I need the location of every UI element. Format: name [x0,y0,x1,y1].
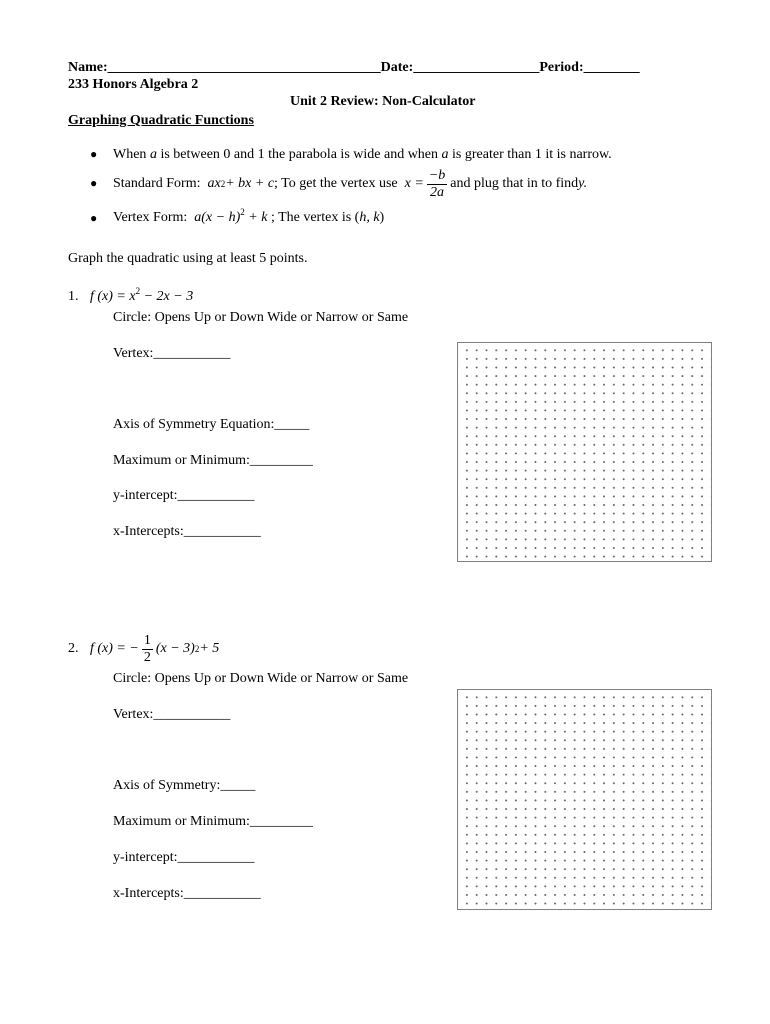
bullet-vertex-form: Vertex Form: $a(x - h)^2 + k$ ; The vertex is (h, k) [113,207,385,225]
problem-1-function: f $(x) = x^2 - 2x - 3$ [90,286,194,304]
problem-1-graph-grid[interactable] [457,342,712,562]
page-title: Unit 2 Review: Non-Calculator [290,94,476,109]
bullet-dot-icon: ● [90,211,98,225]
problem-1-yint-field[interactable]: y-intercept:___________ [113,488,255,503]
problem-1-axis-field[interactable]: Axis of Symmetry Equation:_____ [113,417,310,432]
bullet-dot-icon: ● [90,176,98,190]
problem-1-number: 1. [68,289,79,304]
name-label: Name: [68,60,108,75]
problem-1-xint-field[interactable]: x-Intercepts:___________ [113,524,261,539]
course-name: 233 Honors Algebra 2 [68,77,199,92]
problem-1-vertex-field[interactable]: Vertex:___________ [113,346,231,361]
problem-2-circle-choices[interactable]: Circle: Opens Up or Down Wide or Narrow or Same [113,671,409,686]
problem-2-yint-field[interactable]: y-intercept:___________ [113,850,255,865]
period-label: Period: [539,60,584,75]
problem-1-maxmin-field[interactable]: Maximum or Minimum:_________ [113,453,313,468]
bullet-dot-icon: ● [90,147,98,161]
period-field[interactable]: ________ [583,60,640,75]
problem-2-graph-grid[interactable] [457,689,712,910]
problem-2-fraction: $\frac{1}{2}$ [143,632,151,665]
problem-1-circle-choices[interactable]: Circle: Opens Up or Down Wide or Narrow or Same [113,310,409,325]
problem-2-function: f (x) = − $\frac{1}{2}$ (x − 3) 2 + 5 [90,632,220,665]
instruction-text: Graph the quadratic using at least 5 points. [68,251,308,266]
bullet-standard-form: Standard Form: ax 2 + bx + c ; To get the vertex use x = $\frac{-b}{2a}$ and plug that in to find y. [113,167,588,200]
name-field[interactable]: _______________________________________ [107,60,381,75]
problem-2-number: 2. [68,641,79,656]
problem-2-axis-field[interactable]: Axis of Symmetry:_____ [113,778,256,793]
date-field[interactable]: __________________ [413,60,540,75]
problem-2-vertex-field[interactable]: Vertex:___________ [113,707,231,722]
date-label: Date: [380,60,414,75]
vertex-fraction: $\frac{-b}{2a}$ [428,167,446,200]
bullet-width-rule: When a is between 0 and 1 the parabola is wide and when a is greater than 1 it is narrow. [113,147,612,162]
problem-2-maxmin-field[interactable]: Maximum or Minimum:_________ [113,814,313,829]
header-line [68,60,640,76]
problem-2-xint-field[interactable]: x-Intercepts:___________ [113,886,261,901]
section-heading: Graphing Quadratic Functions [68,113,254,128]
